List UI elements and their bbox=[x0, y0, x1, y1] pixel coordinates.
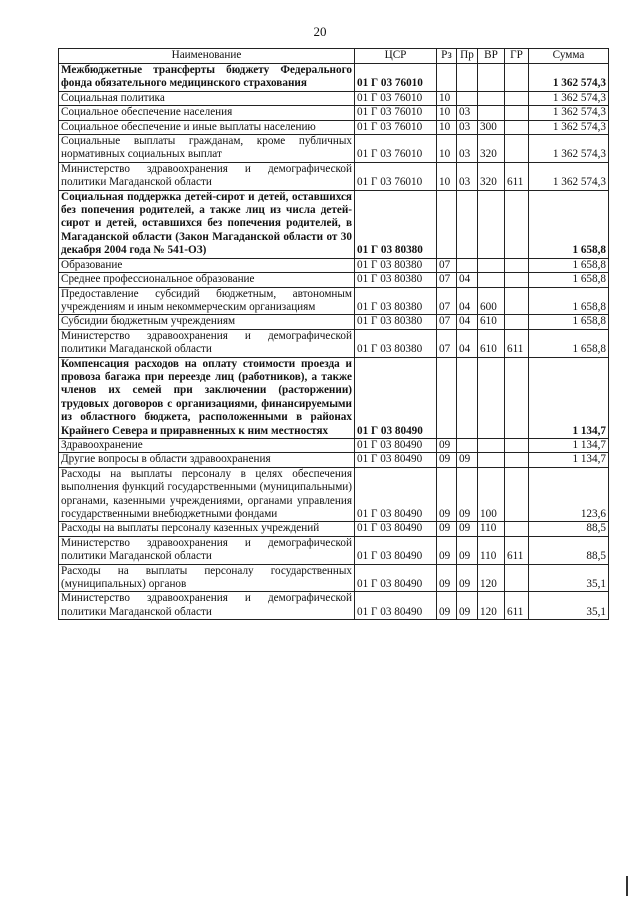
cell-sum: 1 362 574,3 bbox=[529, 64, 609, 92]
cell-name: Министерство здравоохранения и демографической политики Магаданской области bbox=[59, 329, 355, 357]
cell-sum: 35,1 bbox=[529, 592, 609, 620]
cell-pr: 09 bbox=[457, 522, 478, 536]
table-row bbox=[59, 162, 609, 190]
cell-rz: 09 bbox=[437, 564, 457, 592]
cell-name: Субсидии бюджетным учреждениям bbox=[59, 315, 355, 329]
cell-pr bbox=[457, 190, 478, 258]
cell-gr bbox=[505, 564, 529, 592]
cell-rz: 09 bbox=[437, 536, 457, 564]
cell-rz: 10 bbox=[437, 106, 457, 120]
header-name: Наименование bbox=[59, 49, 355, 64]
cell-csr: 01 Г 03 80380 bbox=[355, 287, 437, 315]
cell-csr: 01 Г 03 76010 bbox=[355, 106, 437, 120]
cell-pr bbox=[457, 91, 478, 105]
cell-name: Здравоохранение bbox=[59, 438, 355, 452]
cell-csr: 01 Г 03 76010 bbox=[355, 162, 437, 190]
cell-pr: 09 bbox=[457, 564, 478, 592]
table-header-row bbox=[59, 49, 609, 64]
cell-gr bbox=[505, 120, 529, 134]
cell-vr bbox=[478, 106, 505, 120]
cell-csr: 01 Г 03 80490 bbox=[355, 564, 437, 592]
cell-name: Социальная поддержка детей-сирот и детей, оставшихся без попечения родителей, а также лиц из числа детей-сирот и детей, оставшихся без попечения родителей, в Магаданской области (Закон Магаданской области от 30 декабря 2004 года № 541-ОЗ) bbox=[59, 190, 355, 258]
cell-pr: 03 bbox=[457, 162, 478, 190]
page-number: 20 bbox=[313, 24, 327, 39]
table-row bbox=[59, 190, 609, 258]
cell-vr: 610 bbox=[478, 329, 505, 357]
cell-vr: 120 bbox=[478, 564, 505, 592]
cell-sum: 1 658,8 bbox=[529, 287, 609, 315]
table-row bbox=[59, 522, 609, 536]
cell-sum: 88,5 bbox=[529, 536, 609, 564]
cell-sum: 1 134,7 bbox=[529, 438, 609, 452]
cell-rz: 10 bbox=[437, 120, 457, 134]
budget-table bbox=[58, 48, 609, 620]
cell-rz: 10 bbox=[437, 162, 457, 190]
header-csr: ЦСР bbox=[355, 49, 437, 64]
cell-rz bbox=[437, 357, 457, 438]
cell-vr bbox=[478, 453, 505, 467]
table-row bbox=[59, 258, 609, 272]
cell-sum: 35,1 bbox=[529, 564, 609, 592]
cell-sum: 1 658,8 bbox=[529, 329, 609, 357]
cell-csr: 01 Г 03 80490 bbox=[355, 467, 437, 522]
cell-rz: 07 bbox=[437, 315, 457, 329]
table-row bbox=[59, 91, 609, 105]
cell-csr: 01 Г 03 80490 bbox=[355, 592, 437, 620]
cell-name: Социальная политика bbox=[59, 91, 355, 105]
cell-sum: 1 362 574,3 bbox=[529, 135, 609, 163]
cell-rz: 07 bbox=[437, 258, 457, 272]
cell-pr: 03 bbox=[457, 120, 478, 134]
cell-gr bbox=[505, 190, 529, 258]
cell-gr: 611 bbox=[505, 329, 529, 357]
scan-edge-mark bbox=[626, 876, 628, 896]
cell-name: Министерство здравоохранения и демографической политики Магаданской области bbox=[59, 536, 355, 564]
cell-rz: 07 bbox=[437, 273, 457, 287]
cell-csr: 01 Г 03 80490 bbox=[355, 357, 437, 438]
cell-gr bbox=[505, 315, 529, 329]
cell-csr: 01 Г 03 80380 bbox=[355, 273, 437, 287]
cell-rz: 09 bbox=[437, 522, 457, 536]
cell-gr bbox=[505, 287, 529, 315]
cell-gr bbox=[505, 467, 529, 522]
cell-vr bbox=[478, 258, 505, 272]
cell-gr: 611 bbox=[505, 592, 529, 620]
table-row bbox=[59, 106, 609, 120]
cell-vr: 320 bbox=[478, 162, 505, 190]
cell-pr bbox=[457, 258, 478, 272]
table-row bbox=[59, 64, 609, 92]
cell-csr: 01 Г 03 76010 bbox=[355, 120, 437, 134]
cell-name: Расходы на выплаты персоналу в целях обеспечения выполнения функций государственными (муниципальными) органами, казенными учреждениями, органами управления государственными внебюджетными фондами bbox=[59, 467, 355, 522]
cell-rz: 09 bbox=[437, 453, 457, 467]
cell-rz: 10 bbox=[437, 135, 457, 163]
cell-csr: 01 Г 03 80490 bbox=[355, 522, 437, 536]
cell-sum: 1 658,8 bbox=[529, 315, 609, 329]
cell-gr bbox=[505, 357, 529, 438]
cell-rz: 07 bbox=[437, 287, 457, 315]
cell-rz bbox=[437, 190, 457, 258]
cell-pr: 03 bbox=[457, 135, 478, 163]
cell-csr: 01 Г 03 76010 bbox=[355, 135, 437, 163]
cell-sum: 1 362 574,3 bbox=[529, 162, 609, 190]
header-vr: ВР bbox=[478, 49, 505, 64]
cell-vr: 320 bbox=[478, 135, 505, 163]
cell-pr: 09 bbox=[457, 467, 478, 522]
cell-name: Социальное обеспечение и иные выплаты населению bbox=[59, 120, 355, 134]
cell-csr: 01 Г 03 80490 bbox=[355, 438, 437, 452]
cell-rz: 10 bbox=[437, 91, 457, 105]
cell-rz: 07 bbox=[437, 329, 457, 357]
cell-name: Межбюджетные трансферты бюджету Федерального фонда обязательного медицинского страхования bbox=[59, 64, 355, 92]
cell-pr bbox=[457, 438, 478, 452]
cell-gr bbox=[505, 258, 529, 272]
cell-rz: 09 bbox=[437, 467, 457, 522]
cell-gr bbox=[505, 135, 529, 163]
cell-name: Министерство здравоохранения и демографической политики Магаданской области bbox=[59, 162, 355, 190]
cell-vr bbox=[478, 190, 505, 258]
cell-csr: 01 Г 03 80490 bbox=[355, 453, 437, 467]
cell-vr: 100 bbox=[478, 467, 505, 522]
cell-rz: 09 bbox=[437, 438, 457, 452]
cell-pr: 04 bbox=[457, 273, 478, 287]
table-row bbox=[59, 357, 609, 438]
cell-gr bbox=[505, 522, 529, 536]
cell-vr bbox=[478, 438, 505, 452]
table-row bbox=[59, 564, 609, 592]
cell-name: Социальное обеспечение населения bbox=[59, 106, 355, 120]
cell-sum: 1 362 574,3 bbox=[529, 120, 609, 134]
cell-vr: 120 bbox=[478, 592, 505, 620]
table-row bbox=[59, 315, 609, 329]
cell-name: Предоставление субсидий бюджетным, автономным учреждениям и иным некоммерческим организациям bbox=[59, 287, 355, 315]
cell-name: Социальные выплаты гражданам, кроме публичных нормативных социальных выплат bbox=[59, 135, 355, 163]
cell-csr: 01 Г 03 80380 bbox=[355, 190, 437, 258]
cell-vr bbox=[478, 273, 505, 287]
cell-csr: 01 Г 03 76010 bbox=[355, 64, 437, 92]
table-row bbox=[59, 329, 609, 357]
cell-pr: 03 bbox=[457, 106, 478, 120]
cell-gr bbox=[505, 91, 529, 105]
cell-vr: 110 bbox=[478, 522, 505, 536]
cell-name: Другие вопросы в области здравоохранения bbox=[59, 453, 355, 467]
cell-vr: 600 bbox=[478, 287, 505, 315]
cell-gr bbox=[505, 273, 529, 287]
cell-sum: 1 362 574,3 bbox=[529, 91, 609, 105]
table-row bbox=[59, 287, 609, 315]
table-row bbox=[59, 120, 609, 134]
cell-pr bbox=[457, 64, 478, 92]
cell-vr: 300 bbox=[478, 120, 505, 134]
cell-name: Расходы на выплаты персоналу казенных учреждений bbox=[59, 522, 355, 536]
cell-gr: 611 bbox=[505, 536, 529, 564]
cell-vr bbox=[478, 64, 505, 92]
table-row bbox=[59, 453, 609, 467]
cell-vr bbox=[478, 91, 505, 105]
cell-name: Расходы на выплаты персоналу государственных (муниципальных) органов bbox=[59, 564, 355, 592]
cell-pr: 04 bbox=[457, 329, 478, 357]
cell-sum: 1 658,8 bbox=[529, 273, 609, 287]
cell-pr: 04 bbox=[457, 315, 478, 329]
table-row bbox=[59, 135, 609, 163]
cell-gr bbox=[505, 106, 529, 120]
cell-csr: 01 Г 03 80490 bbox=[355, 536, 437, 564]
cell-pr: 09 bbox=[457, 453, 478, 467]
cell-name: Компенсация расходов на оплату стоимости проезда и провоза багажа при переезде лиц (работников), а также членов их семей при заключении (расторжении) трудовых договоров с организациями, финансируемыми из областного бюджета, расположенными в районах Крайнего Севера и приравненных к ним местностях bbox=[59, 357, 355, 438]
cell-vr bbox=[478, 357, 505, 438]
cell-name: Министерство здравоохранения и демографической политики Магаданской области bbox=[59, 592, 355, 620]
cell-vr: 110 bbox=[478, 536, 505, 564]
header-rz: Рз bbox=[437, 49, 457, 64]
cell-pr: 09 bbox=[457, 592, 478, 620]
table-body bbox=[59, 64, 609, 620]
cell-gr bbox=[505, 453, 529, 467]
cell-csr: 01 Г 03 80380 bbox=[355, 258, 437, 272]
cell-rz bbox=[437, 64, 457, 92]
cell-gr: 611 bbox=[505, 162, 529, 190]
cell-gr bbox=[505, 438, 529, 452]
cell-rz: 09 bbox=[437, 592, 457, 620]
cell-sum: 1 658,8 bbox=[529, 190, 609, 258]
cell-sum: 1 362 574,3 bbox=[529, 106, 609, 120]
cell-vr: 610 bbox=[478, 315, 505, 329]
header-gr: ГР bbox=[505, 49, 529, 64]
table-row bbox=[59, 273, 609, 287]
cell-csr: 01 Г 03 80380 bbox=[355, 315, 437, 329]
cell-name: Среднее профессиональное образование bbox=[59, 273, 355, 287]
header-sum: Сумма bbox=[529, 49, 609, 64]
table-row bbox=[59, 438, 609, 452]
cell-csr: 01 Г 03 76010 bbox=[355, 91, 437, 105]
table-row bbox=[59, 592, 609, 620]
cell-pr bbox=[457, 357, 478, 438]
header-pr: Пр bbox=[457, 49, 478, 64]
cell-pr: 09 bbox=[457, 536, 478, 564]
cell-csr: 01 Г 03 80380 bbox=[355, 329, 437, 357]
table-row bbox=[59, 467, 609, 522]
cell-gr bbox=[505, 64, 529, 92]
cell-pr: 04 bbox=[457, 287, 478, 315]
cell-sum: 1 134,7 bbox=[529, 453, 609, 467]
table-row bbox=[59, 536, 609, 564]
cell-sum: 123,6 bbox=[529, 467, 609, 522]
cell-name: Образование bbox=[59, 258, 355, 272]
cell-sum: 1 134,7 bbox=[529, 357, 609, 438]
cell-sum: 88,5 bbox=[529, 522, 609, 536]
cell-sum: 1 658,8 bbox=[529, 258, 609, 272]
